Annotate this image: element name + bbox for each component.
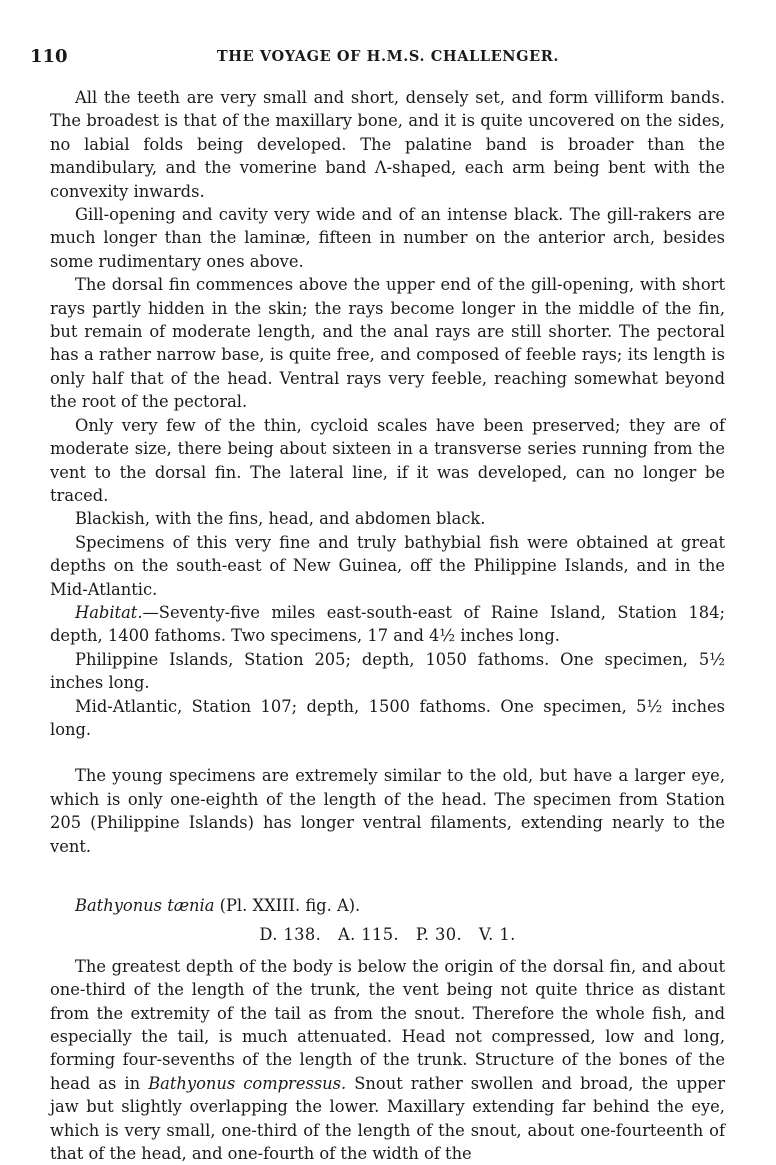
species-heading (50, 894, 725, 917)
paragraph-colour: Blackish, with the fins, head, and abdomen black. (75, 509, 486, 529)
paragraph-philippine: Philippine Islands, Station 205; depth, 1050 fathoms. One specimen, 5½ inches long. (50, 649, 725, 693)
paragraph-habitat (50, 601, 725, 648)
spacer (50, 741, 725, 764)
habitat-text: —Seventy-five miles east-south-east of Raine Island, Station 184; depth, 1400 fathoms. Two specimens, 17 and 4½ inches long. (50, 602, 725, 646)
fin-formula: D. 138. A. 115. P. 30. V. 1. (259, 925, 516, 945)
paragraph-description (50, 955, 725, 1165)
paragraph-teeth: All the teeth are very small and short, densely set, and form villiform bands. The broadest is that of the maxillary bone, and it is quite uncovered on the sides, no labial folds being developed. The palatine band is broader than the mandibulary, and the vomerine band Λ-shaped, each arm being bent with the convexity inwards. (50, 88, 725, 201)
paragraph-mid-atlantic: Mid-Atlantic, Station 107; depth, 1500 fathoms. One specimen, 5½ inches long. (50, 696, 725, 739)
paragraph-young: The young specimens are extremely similar to the old, but have a larger eye, which is only one-eighth of the length of the head. The specimen from Station 205 (Philippine Islands) has longer ventral filaments, extending nearly to the vent. (50, 766, 725, 856)
description-part-b: Snout rather swollen and broad, the upper jaw but slightly overlapping the lower. Maxillary extending far behind the eye, which is very small, one-third of the length of the snout, about one-fourteenth of that of the head, and one-fourth of the width of the (50, 1073, 725, 1164)
species-ref: (Pl. XXIII. fig. A). (214, 896, 361, 915)
description-species-ref: Bathyonus compressus. (148, 1073, 347, 1093)
page-header (30, 46, 746, 72)
species-name: Bathyonus tænia (75, 896, 215, 915)
paragraph-gill: Gill-opening and cavity very wide and of an intense black. The gill-rakers are much longer than the laminæ, fifteen in number on the anterior arch, besides some rudimentary ones above. (50, 205, 725, 271)
running-title: THE VOYAGE OF H.M.S. CHALLENGER. (216, 48, 560, 65)
body-text (50, 86, 725, 1165)
paragraph-specimens: Specimens of this very fine and truly bathybial fish were obtained at great depths on the south-east of New Guinea, off the Philippine Islands, and in the Mid-Atlantic. (50, 532, 725, 599)
spacer (50, 858, 725, 894)
paragraph-scales: Only very few of the thin, cycloid scales have been preserved; they are of moderate size, there being about sixteen in a transverse series running from the vent to the dorsal fin. The lateral line, if it was developed, can no longer be traced. (50, 415, 725, 505)
page-number: 110 (30, 46, 68, 67)
description-part-a: The greatest depth of the body is below the origin of the dorsal fin, and about one-third of the length of the trunk, the vent being not quite thrice as distant from the extremity of the tail as from the snout. Therefore the whole fish, and especially the tail, is much attenuated. Head not compressed, low and long, forming four-sevenths of the length of the trunk. Structure of the bones of the head as in (50, 956, 725, 1093)
paragraph-fins: The dorsal fin commences above the upper end of the gill-opening, with short rays partly hidden in the skin; the rays become longer in the middle of the fin, but remain of moderate length, and the anal rays are still shorter. The pectoral has a rather narrow base, is quite free, and composed of feeble rays; its length is only half that of the head. Ventral rays very feeble, reaching somewhat beyond the root of the pectoral. (50, 275, 725, 412)
habitat-label: Habitat. (75, 602, 143, 622)
